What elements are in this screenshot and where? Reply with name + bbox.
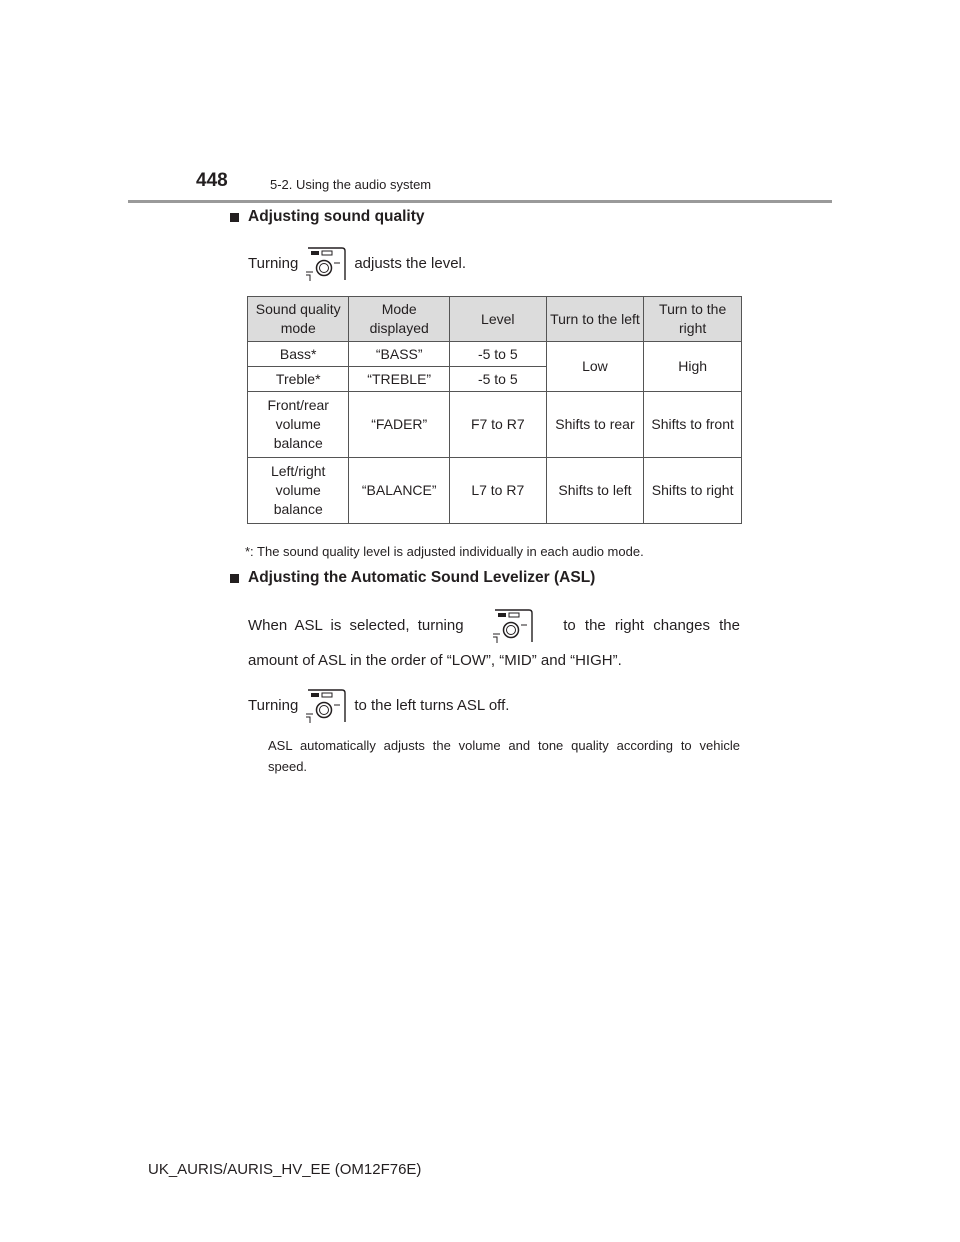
table-cell: Front/rear volume balance <box>248 392 349 458</box>
header-turn-right: Turn to the right <box>644 297 742 342</box>
table-row <box>248 458 742 524</box>
table-cell: Left/right volume balance <box>248 458 349 524</box>
page-number: 448 <box>196 170 228 191</box>
document-code: UK_AURIS/AURIS_HV_EE (OM12F76E) <box>148 1161 422 1178</box>
table-row <box>248 342 742 367</box>
asl-instruction-line3 <box>248 688 509 724</box>
table-cell: High <box>644 342 742 392</box>
sound-quality-instruction <box>248 246 466 282</box>
heading-text: Adjusting sound quality <box>248 208 425 225</box>
table-cell: F7 to R7 <box>449 392 546 458</box>
section-title: 5-2. Using the audio system <box>270 177 432 192</box>
asl-instruction-line1 <box>248 608 740 644</box>
table-cell: Shifts to right <box>644 458 742 524</box>
header-turn-left: Turn to the left <box>546 297 644 342</box>
square-bullet-icon <box>230 574 239 583</box>
table-cell: -5 to 5 <box>449 342 546 367</box>
instruction-text-before: Turning <box>248 255 299 272</box>
tune-knob-icon <box>304 246 348 282</box>
header-sound-quality-mode: Sound quality mode <box>248 297 349 342</box>
instruction-text-before: When ASL is selected, turning <box>248 617 464 634</box>
table-cell: Shifts to rear <box>546 392 644 458</box>
table-footnote: *: The sound quality level is adjusted individually in each audio mode. <box>245 544 644 559</box>
table-cell: L7 to R7 <box>449 458 546 524</box>
heading-adjusting-asl <box>230 569 595 587</box>
table-cell: “BASS” <box>349 342 450 367</box>
table-cell: “TREBLE” <box>349 367 450 392</box>
instruction-text-after: to the right changes the <box>563 617 740 634</box>
heading-adjusting-sound-quality <box>230 208 425 226</box>
asl-note: ASL automatically adjusts the volume and tone quality according to vehicle speed. <box>268 738 740 774</box>
table-row <box>248 392 742 458</box>
header-mode-displayed: Mode displayed <box>349 297 450 342</box>
table-cell: “BALANCE” <box>349 458 450 524</box>
tune-knob-icon <box>491 608 535 644</box>
table-cell: Bass* <box>248 342 349 367</box>
table-cell: Treble* <box>248 367 349 392</box>
table-cell: Shifts to front <box>644 392 742 458</box>
table-cell: Shifts to left <box>546 458 644 524</box>
instruction-text-after: to the left turns ASL off. <box>354 697 510 714</box>
heading-text: Adjusting the Automatic Sound Levelizer (ASL) <box>248 569 596 586</box>
table-cell: Low <box>546 342 644 392</box>
header-divider <box>128 200 832 203</box>
tune-knob-icon <box>304 688 348 724</box>
table-cell: “FADER” <box>349 392 450 458</box>
sound-quality-table <box>247 296 742 524</box>
table-cell: -5 to 5 <box>449 367 546 392</box>
table-header-row <box>248 297 742 342</box>
instruction-text-after: adjusts the level. <box>354 255 467 272</box>
header-level: Level <box>449 297 546 342</box>
asl-instruction-line2: amount of ASL in the order of “LOW”, “MID” and “HIGH”. <box>248 652 622 669</box>
instruction-text-before: Turning <box>248 697 299 714</box>
square-bullet-icon <box>230 213 239 222</box>
